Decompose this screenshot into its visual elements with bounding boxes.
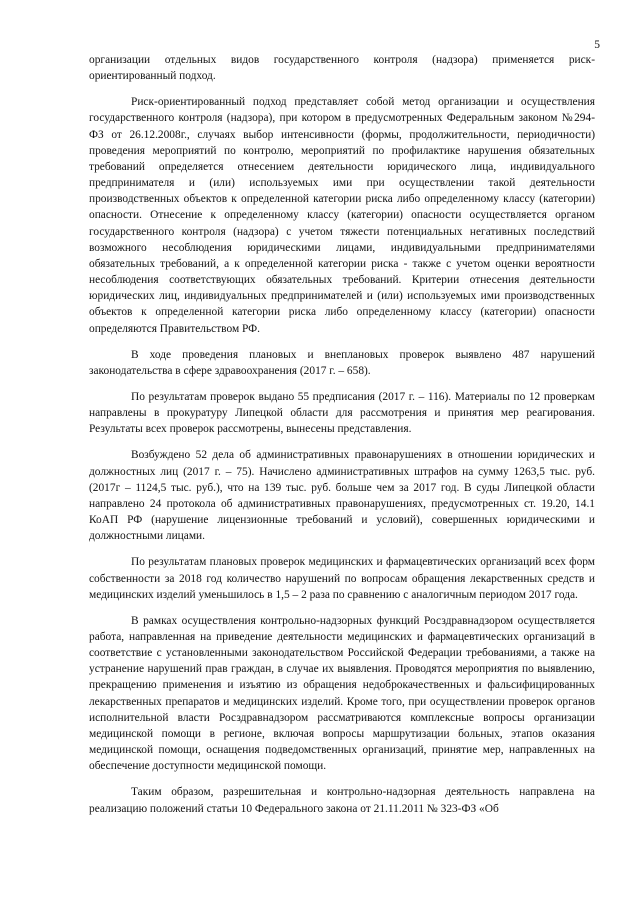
body-text — [89, 52, 595, 817]
paragraph-violations-found: В ходе проведения плановых и внеплановых проверок выявлено 487 нарушений законодательства в сфере здравоохранения (2017 г. – 658). — [89, 348, 595, 377]
paragraph-administrative-cases: Возбуждено 52 дела об административных правонарушениях в отношении юридических и должностных лиц (2017 г. – 75). Начислено административных штрафов на сумму 1263,5 тыс. руб. (2017г – 1124,5 тыс. руб.), что на 139 тыс. руб. больше чем за 2017 год. В суды Липецкой области направлено 24 протокола об административных правонарушениях, предусмотренных ст. 19.20, 14.1 КоАП РФ (нарушение лицензионные требований и условий), совершенных юридическими и должностными лицами. — [89, 449, 595, 543]
paragraph-control-functions: В рамках осуществления контрольно-надзорных функций Росздравнадзором осуществляется работа, направленная на приведение деятельности медицинских и фармацевтических организаций в соответствие с установленными законодательством Российской Федерации требованиями, а также на устранение нарушений прав граждан, в случае их выявления. Проводятся мероприятия по выявлению, прекращению применения и изъятию из обращения недоброкачественных и фальсифицированных лекарственных препаратов и медицинских изделий. Кроме того, при осуществлении проверок органов исполнительной власти Росздравнадзором рассматриваются комплексные вопросы организации медицинской помощи в регионе, включая вопросы маршрутизации больных, этапов оказания медицинской помощи, оснащения подведомственных организаций, принятие мер, направленных на обеспечение доступности медицинской помощи. — [89, 614, 595, 773]
paragraph-prescriptions: По результатам проверок выдано 55 предписания (2017 г. – 116). Материалы по 12 проверкам направлены в прокуратуру Липецкой области для рассмотрения и принятия мер реагирования. Результаты всех проверок рассмотрены, вынесены представления. — [89, 390, 595, 436]
paragraph-risk-approach: Риск-ориентированный подход представляет собой метод организации и осуществления государственного контроля (надзора), при котором в предусмотренных Федеральным законом №294-ФЗ от 26.12.2008г., случаях выбор интенсивности (формы, продолжительности, периодичности) проведения мероприятий по контролю, мероприятий по профилактике нарушения обязательных требований определяется отнесением деятельности юридического лица, индивидуального предпринимателя и (или) используемых ими при осуществлении такой деятельности производственных объектов к определенной категории риска либо определенному классу (категории) опасности. Отнесение к определенному классу (категории) опасности осуществляется органом государственного контроля (надзора) с учетом тяжести потенциальных негативных последствий возможного несоблюдения юридическими лицами, индивидуальными предпринимателями обязательных требований, а к определенной категории риска - также с учетом оценки вероятности несоблюдения соответствующих обязательных требований. Критерии отнесения деятельности юридических лиц, индивидуальных предпринимателей и (или) используемых ими производственных объектов к определенной категории риска либо определенному классу (категории) опасности определяются Правительством РФ. — [89, 96, 595, 335]
paragraph-continuation: организации отдельных видов государственного контроля (надзора) применяется риск-ориентированный подход. — [89, 54, 595, 83]
paragraph-planned-inspections: По результатам плановых проверок медицинских и фармацевтических организаций всех форм собственности за 2018 год количество нарушений по вопросам обращения лекарственных средств и медицинских изделий уменьшилось в 1,5 – 2 раза по сравнению с аналогичным периодом 2017 года. — [89, 556, 595, 601]
paragraph-conclusion: Таким образом, разрешительная и контрольно-надзорная деятельность направлена на реализацию положений статьи 10 Федерального закона от 21.11.2011 № 323-ФЗ «Об — [89, 786, 595, 815]
page-number: 5 — [594, 39, 600, 51]
